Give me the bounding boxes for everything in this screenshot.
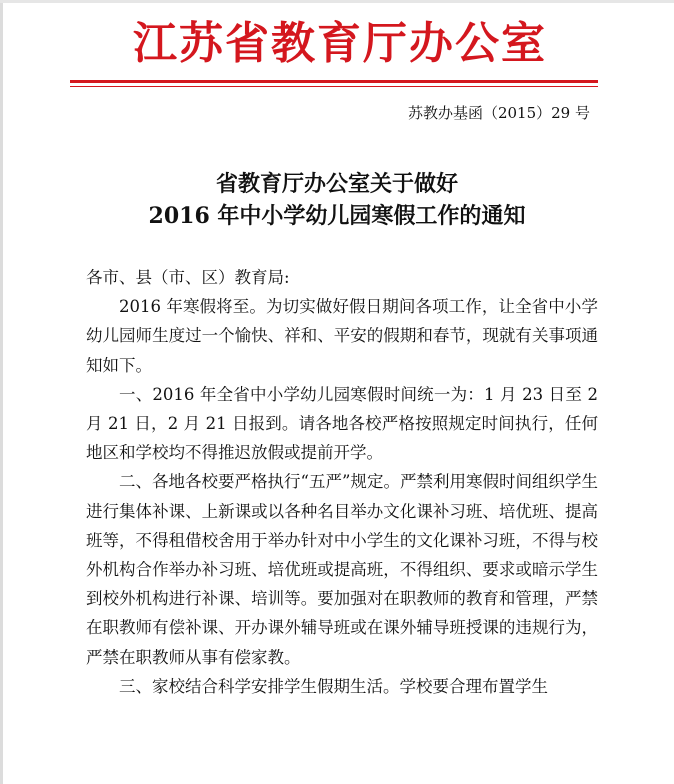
letterhead-red-rule-thick bbox=[70, 80, 598, 83]
title-line-2: 2016 年中小学幼儿园寒假工作的通知 bbox=[148, 203, 526, 229]
page-top-border bbox=[0, 0, 674, 3]
intro-paragraph: 2016 年寒假将至。为切实做好假日期间各项工作，让全省中小学幼儿园师生度过一个愉快、祥和、平安的假期和春节，现就有关事项通知如下。 bbox=[86, 297, 598, 375]
document-title bbox=[40, 168, 634, 232]
item-1-paragraph: 一、2016 年全省中小学幼儿园寒假时间统一为：1 月 23 日至 2 月 21 日，2 月 21 日报到。请各地各校严格按照规定时间执行，任何地区和学校均不得推迟放假或提前开学。 bbox=[86, 384, 598, 463]
item-3-paragraph: 三、家校结合科学安排学生假期生活。学校要合理布置学生 bbox=[119, 676, 548, 696]
title-line-1: 省教育厅办公室关于做好 bbox=[215, 171, 458, 197]
document-number: 苏教办基函（2015）29 号 bbox=[407, 104, 590, 122]
page-left-border bbox=[0, 0, 3, 784]
letterhead-red-rule-thin bbox=[70, 86, 598, 87]
letterhead-office-name: 江苏省教育厅办公室 bbox=[133, 18, 547, 69]
salutation: 各市、县（市、区）教育局: bbox=[86, 268, 290, 287]
document-body bbox=[86, 263, 598, 701]
item-2-paragraph: 二、各地各校要严格执行“五严”规定。严禁利用寒假时间组织学生进行集体补课、上新课或以各种名目举办文化课补习班、培优班、提高班等，不得租借校舍用于举办针对中小学生的文化课补习班，不得与校外机构合作举办补习班、培优班或提高班，不得组织、要求或暗示学生到校外机构进行补课、培训等。要加强对在职教师的教育和管理，严禁在职教师有偿补课、开办课外辅导班或在课外辅导班授课的违规行为，严禁在职教师从事有偿家教。 bbox=[86, 472, 598, 667]
